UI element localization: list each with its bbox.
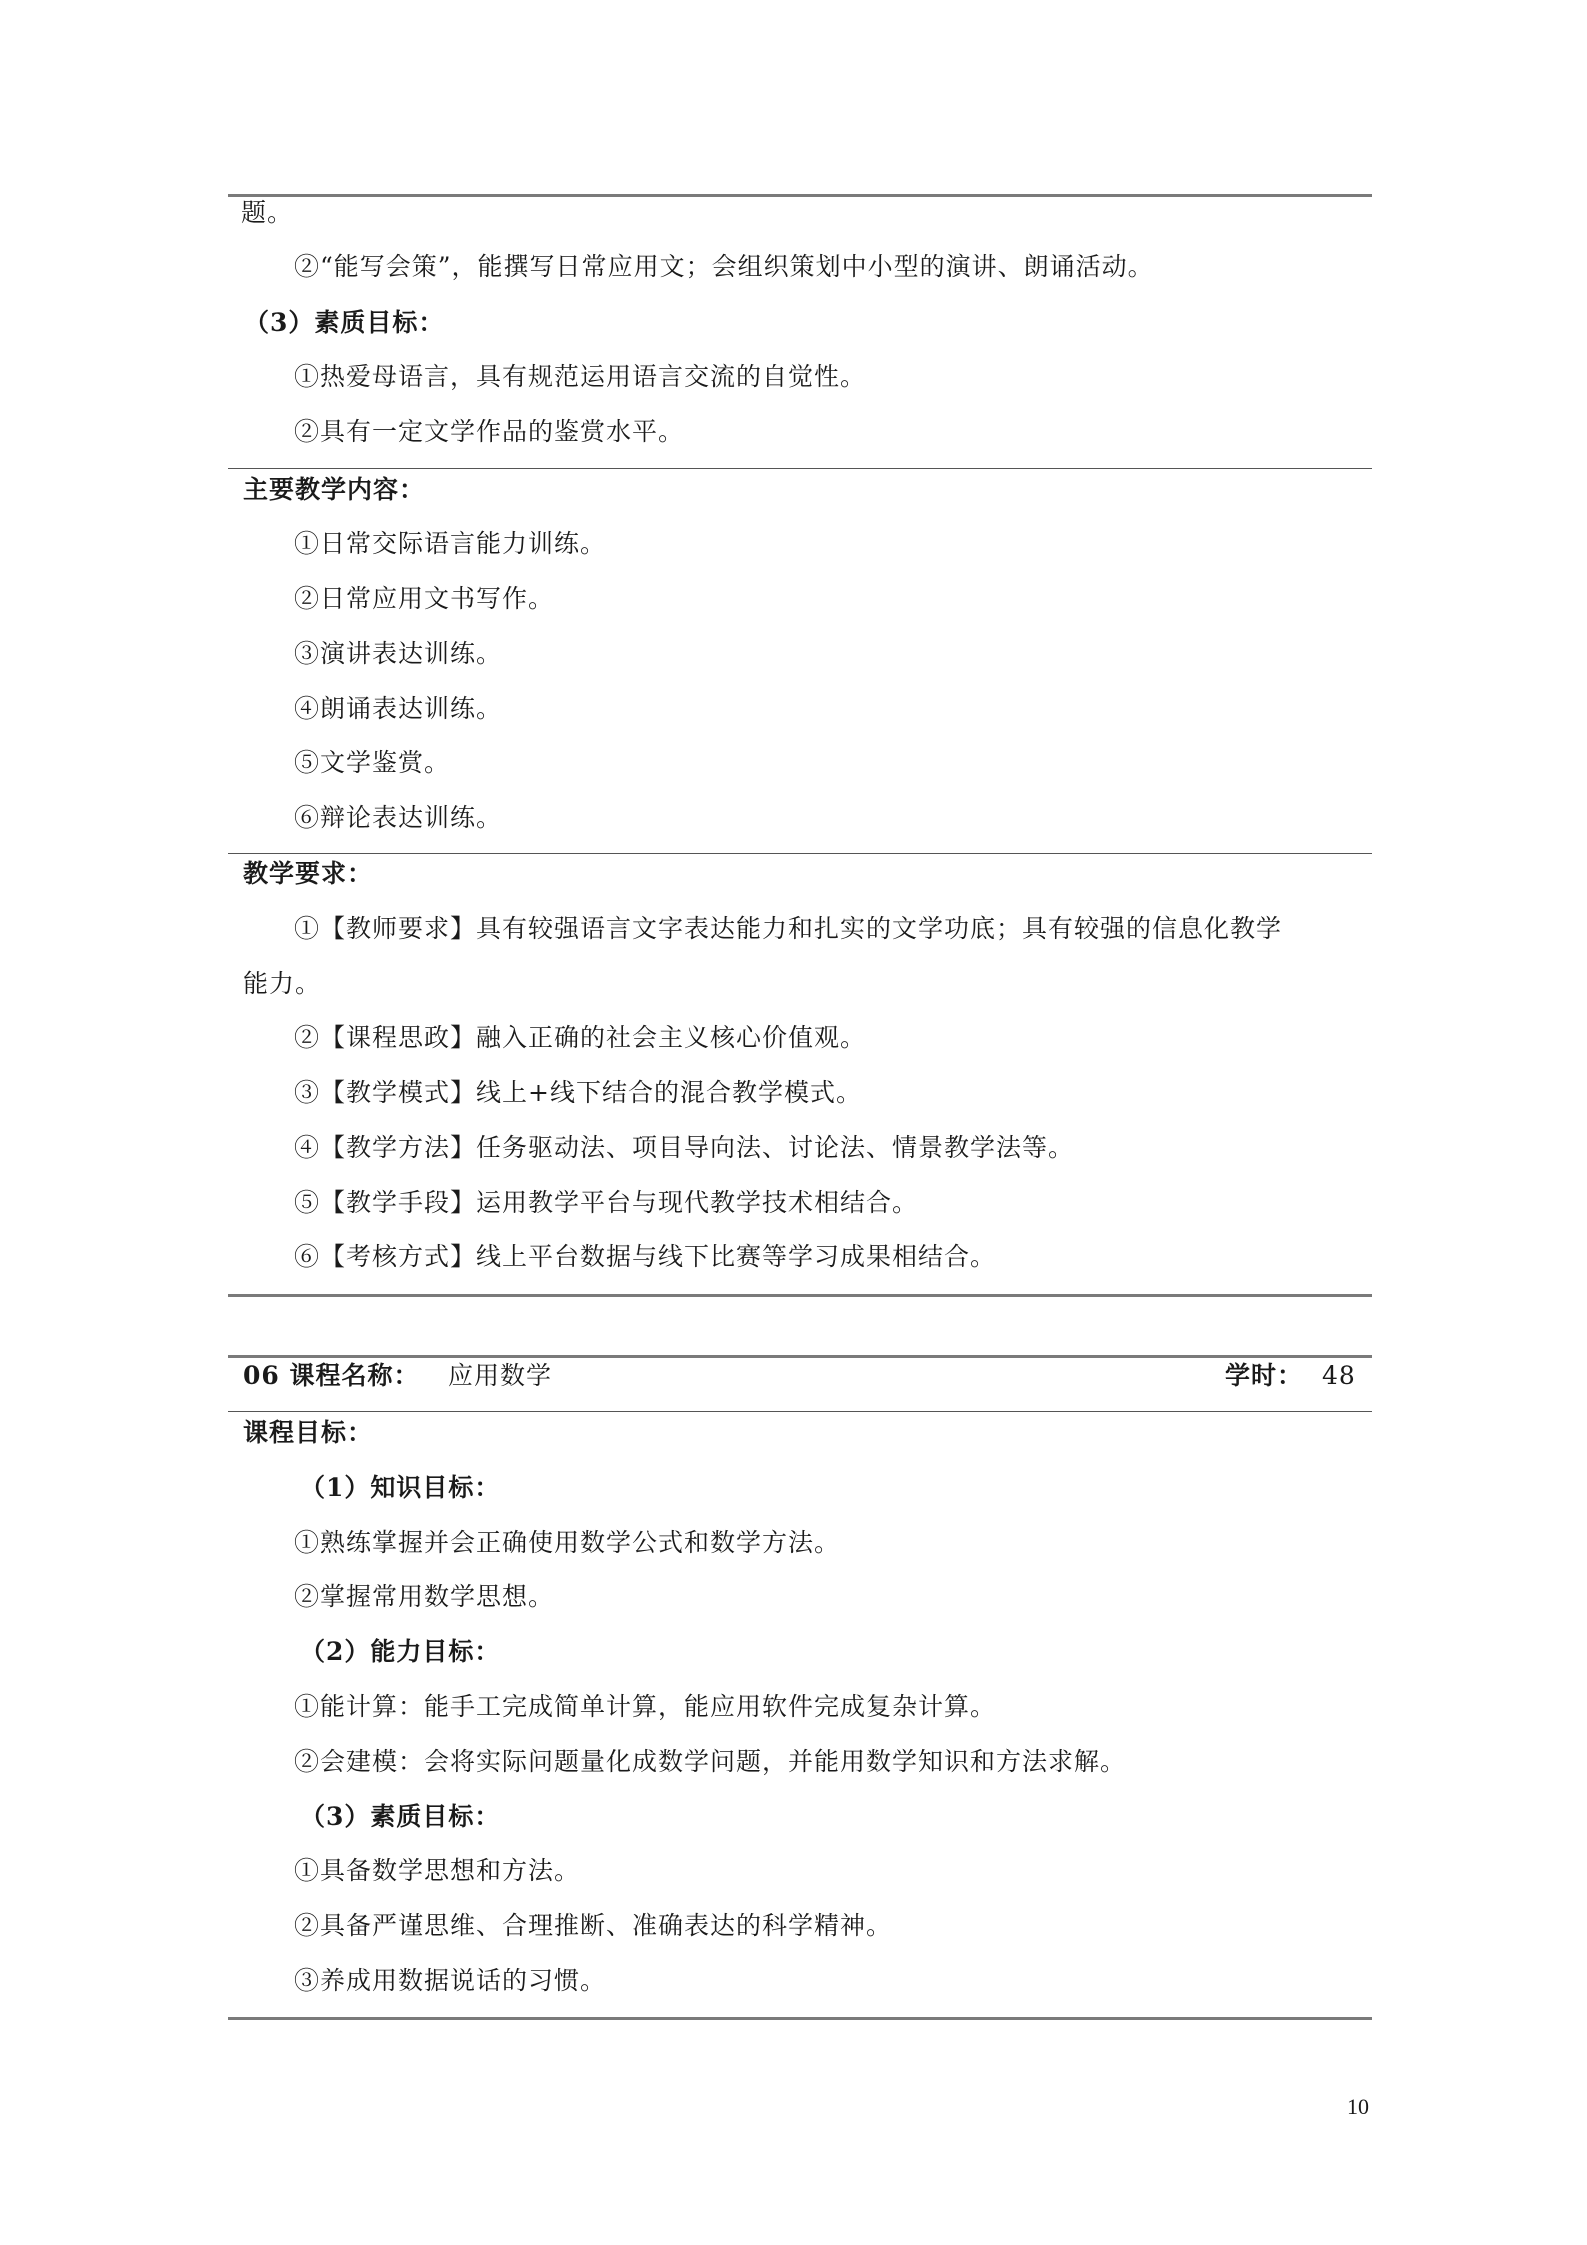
content-item: ⑥辩论表达训练。 (294, 803, 503, 832)
block1-bottom-rule (228, 1294, 1372, 1297)
requirement-item: ②【课程思政】融入正确的社会主义核心价值观。 (294, 1023, 867, 1052)
requirement-1-line1: ①【教师要求】具有较强语言文字表达能力和扎实的文学功底；具有较强的信息化教学 (294, 914, 1283, 943)
ability-goal-2: ②会建模：会将实际问题量化成数学问题，并能用数学知识和方法求解。 (294, 1747, 1127, 1776)
quality-goal-1: ①具备数学思想和方法。 (294, 1856, 581, 1885)
course06-bottom-rule (228, 2017, 1372, 2020)
course-hours-label: 学时： (1225, 1361, 1304, 1390)
content-item: ①日常交际语言能力训练。 (294, 529, 607, 558)
requirements-divider (228, 853, 1372, 854)
requirement-1-line2: 能力。 (243, 969, 322, 998)
quality-goal-1: ①热爱母语言，具有规范运用语言交流的自觉性。 (294, 362, 867, 391)
requirements-heading: 教学要求： (243, 859, 374, 888)
content-heading: 主要教学内容： (243, 475, 426, 504)
content-item: ②日常应用文书写作。 (294, 584, 555, 613)
course06-header-divider (228, 1411, 1372, 1412)
course-name-label: 06 课程名称： (243, 1361, 420, 1390)
quality-goal-3: ③养成用数据说话的习惯。 (294, 1966, 607, 1995)
page-number: 10 (1347, 2094, 1369, 2119)
content-item: ⑤文学鉴赏。 (294, 748, 451, 777)
ability-goal-heading: （2）能力目标： (300, 1637, 501, 1666)
course-hours-value: 48 (1322, 1361, 1356, 1390)
course06-top-rule (228, 1355, 1372, 1358)
content-item: ③演讲表达训练。 (294, 639, 503, 668)
requirement-item: ⑤【教学手段】运用教学平台与现代教学技术相结合。 (294, 1188, 919, 1217)
knowledge-goal-heading: （1）知识目标： (300, 1473, 501, 1502)
course-name-value: 应用数学 (448, 1361, 553, 1390)
requirement-item: ④【教学方法】任务驱动法、项目导向法、讨论法、情景教学法等。 (294, 1133, 1075, 1162)
quality-goal-2: ②具有一定文学作品的鉴赏水平。 (294, 417, 685, 446)
ability-goal-2: ②“能写会策”，能撰写日常应用文；会组织策划中小型的演讲、朗诵活动。 (294, 252, 1154, 281)
ability-goal-1: ①能计算：能手工完成简单计算，能应用软件完成复杂计算。 (294, 1692, 997, 1721)
continuation-text: 题。 (241, 198, 294, 227)
quality-goal-2: ②具备严谨思维、合理推断、准确表达的科学精神。 (294, 1911, 893, 1940)
knowledge-goal-1: ①熟练掌握并会正确使用数学公式和数学方法。 (294, 1528, 841, 1557)
content-divider (228, 468, 1372, 469)
content-item: ④朗诵表达训练。 (294, 694, 503, 723)
quality-goal-heading: （3）素质目标： (300, 1802, 501, 1831)
quality-goal-heading: （3）素质目标： (244, 308, 445, 337)
requirement-item: ③【教学模式】线上+线下结合的混合教学模式。 (294, 1078, 862, 1107)
requirement-item: ⑥【考核方式】线上平台数据与线下比赛等学习成果相结合。 (294, 1242, 997, 1271)
course-goal-heading: 课程目标： (243, 1418, 374, 1447)
knowledge-goal-2: ②掌握常用数学思想。 (294, 1582, 555, 1611)
block1-top-rule (228, 194, 1372, 197)
